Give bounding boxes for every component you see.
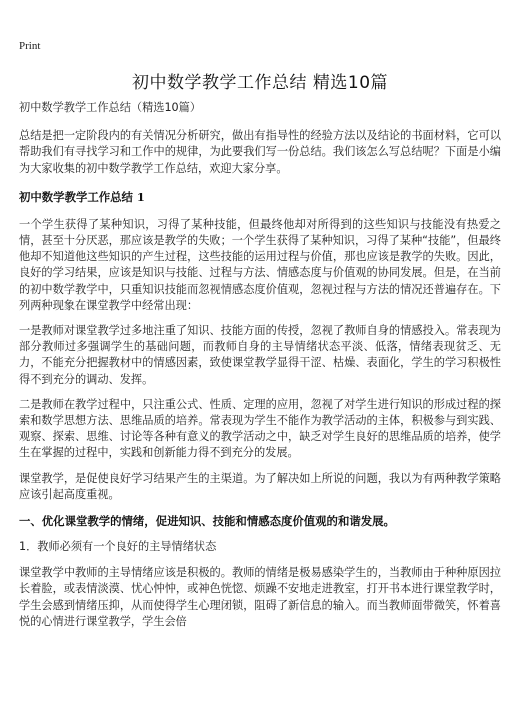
document-body <box>19 100 501 639</box>
paragraph-1: 一个学生获得了某种知识，习得了某种技能，但最终他却对所得到的这些知识与技能没有热爱之情，甚至十分厌恶，那应该是教学的失败；一个学生获得了某种知识，习得了某种“技能”，但最终他却不知道他这些知识的产生过程，这些技能的运用过程与价值，那也应该是教学的失败。因此，良好的学习结果，应该是知识与技能、过程与方法、情感态度与价值观的协同发展。但是，在当前的初中数学教学中，只重知识技能而忽视情感态度价值观，忽视过程与方法的情况还普遍存在。下列两种现象在课堂教学中经常出现： <box>19 217 501 312</box>
list-item-1: 1．教师必须有一个良好的主导情绪状态 <box>19 540 217 554</box>
subsection-heading-1: 一、优化课堂教学的情绪，促进知识、技能和情感态度价值观的和谐发展。 <box>19 514 395 529</box>
paragraph-2: 一是教师对课堂教学过多地注重了知识、技能方面的传授，忽视了教师自身的情感投入。常表现为部分教师过多强调学生的基础问题，而教师自身的主导情绪状态平淡、低落，情绪表现贫乏、无力，不能充分把握教材中的情感因素，致使课堂教学显得干涩、枯燥、表面化，学生的学习积极性得不到充分的调动、发挥。 <box>19 324 501 386</box>
intro-paragraph: 总结是把一定阶段内的有关情况分析研究，做出有指导性的经验方法以及结论的书面材料，它可以帮助我们有寻找学习和工作中的规律，为此要我们写一份总结。我们该怎么写总结呢？下面是小编为大家收集的初中数学教学工作总结，欢迎大家分享。 <box>19 129 501 175</box>
paragraph-4: 课堂教学，是促使良好学习结果产生的主渠道。为了解决如上所说的问题，我以为有两种教学策略应该引起高度重视。 <box>19 471 501 501</box>
document-subtitle: 初中数学教学工作总结（精选10篇） <box>19 101 202 114</box>
document-title: 初中数学教学工作总结 精选10篇 <box>131 73 389 93</box>
paragraph-3: 二是教师在教学过程中，只注重公式、性质、定理的应用，忽视了对学生进行知识的形成过程的探索和数学思想方法、思维品质的培养。常表现为学生不能作为教学活动的主体，积极参与到实践、观察、探索、思维、讨论等各种有意义的教学活动之中，缺乏对学生良好的思维品质的培养，使学生在掌握的过程中，实践和创新能力得不到充分的发展。 <box>19 397 501 460</box>
print-label: Print <box>19 40 41 52</box>
section-heading-1: 初中数学教学工作总结 1 <box>19 189 145 204</box>
paragraph-5: 课堂教学中教师的主导情绪应该是积极的。教师的情绪是极易感染学生的，当教师由于种种原因拉长着脸，或表情淡漠、忧心忡忡，或神色恍惚、烦躁不安地走进教室，打开书本进行课堂教学时，学生会感到情绪压抑，从而使得学生心理闭锁，阻碍了新信息的输入。而当教师面带微笑，怀着喜悦的心情进行课堂教学，学生会倍 <box>19 566 501 628</box>
